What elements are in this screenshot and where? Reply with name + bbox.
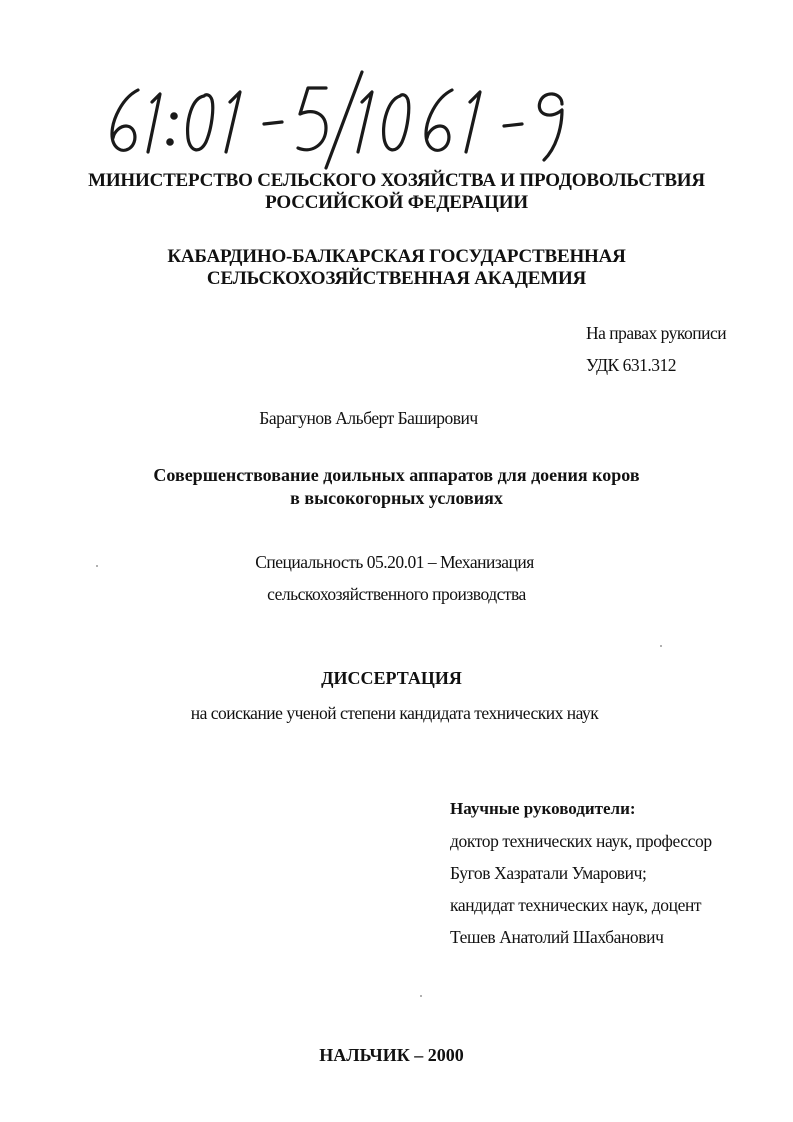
handwritten-archive-number	[100, 68, 580, 178]
advisor-line: доктор технических наук, профессор	[450, 831, 712, 851]
academy-line-2: СЕЛЬСКОХОЗЯЙСТВЕННАЯ АКАДЕМИЯ	[206, 268, 587, 289]
scan-speck	[660, 645, 662, 647]
title-line-2: в высокогорных условиях	[290, 488, 503, 508]
advisors-heading: Научные руководители:	[450, 799, 636, 818]
document-type: ДИССЕРТАЦИЯ	[321, 668, 462, 688]
degree-line: на соискание ученой степени кандидата технических наук	[190, 703, 599, 723]
specialty-line-2: сельскохозяйственного производства	[267, 584, 526, 604]
manuscript-rights: На правах рукописи	[586, 323, 727, 343]
title-line-1: Совершенствование доильных аппаратов для доения коров	[153, 465, 640, 485]
scan-speck	[420, 995, 422, 997]
city-year: НАЛЬЧИК – 2000	[319, 1045, 464, 1065]
advisor-line: Тешев Анатолий Шахбанович	[450, 927, 664, 947]
handwritten-number-drawing	[100, 68, 580, 178]
advisor-line: кандидат технических наук, доцент	[450, 895, 702, 915]
specialty-line-1: Специальность 05.20.01 – Механизация	[255, 552, 534, 572]
udc-code: УДК 631.312	[586, 355, 676, 375]
academy-line-1: КАБАРДИНО-БАЛКАРСКАЯ ГОСУДАРСТВЕННАЯ	[167, 246, 626, 267]
scan-speck	[96, 565, 98, 567]
advisor-line: Бугов Хазратали Умарович;	[450, 863, 647, 883]
ministry-line-2: РОССИЙСКОЙ ФЕДЕРАЦИИ	[265, 192, 528, 213]
ministry-line-1: МИНИСТЕРСТВО СЕЛЬСКОГО ХОЗЯЙСТВА И ПРОДОВОЛЬСТВИЯ	[88, 170, 705, 191]
author-name: Барагунов Альберт Баширович	[259, 408, 478, 428]
